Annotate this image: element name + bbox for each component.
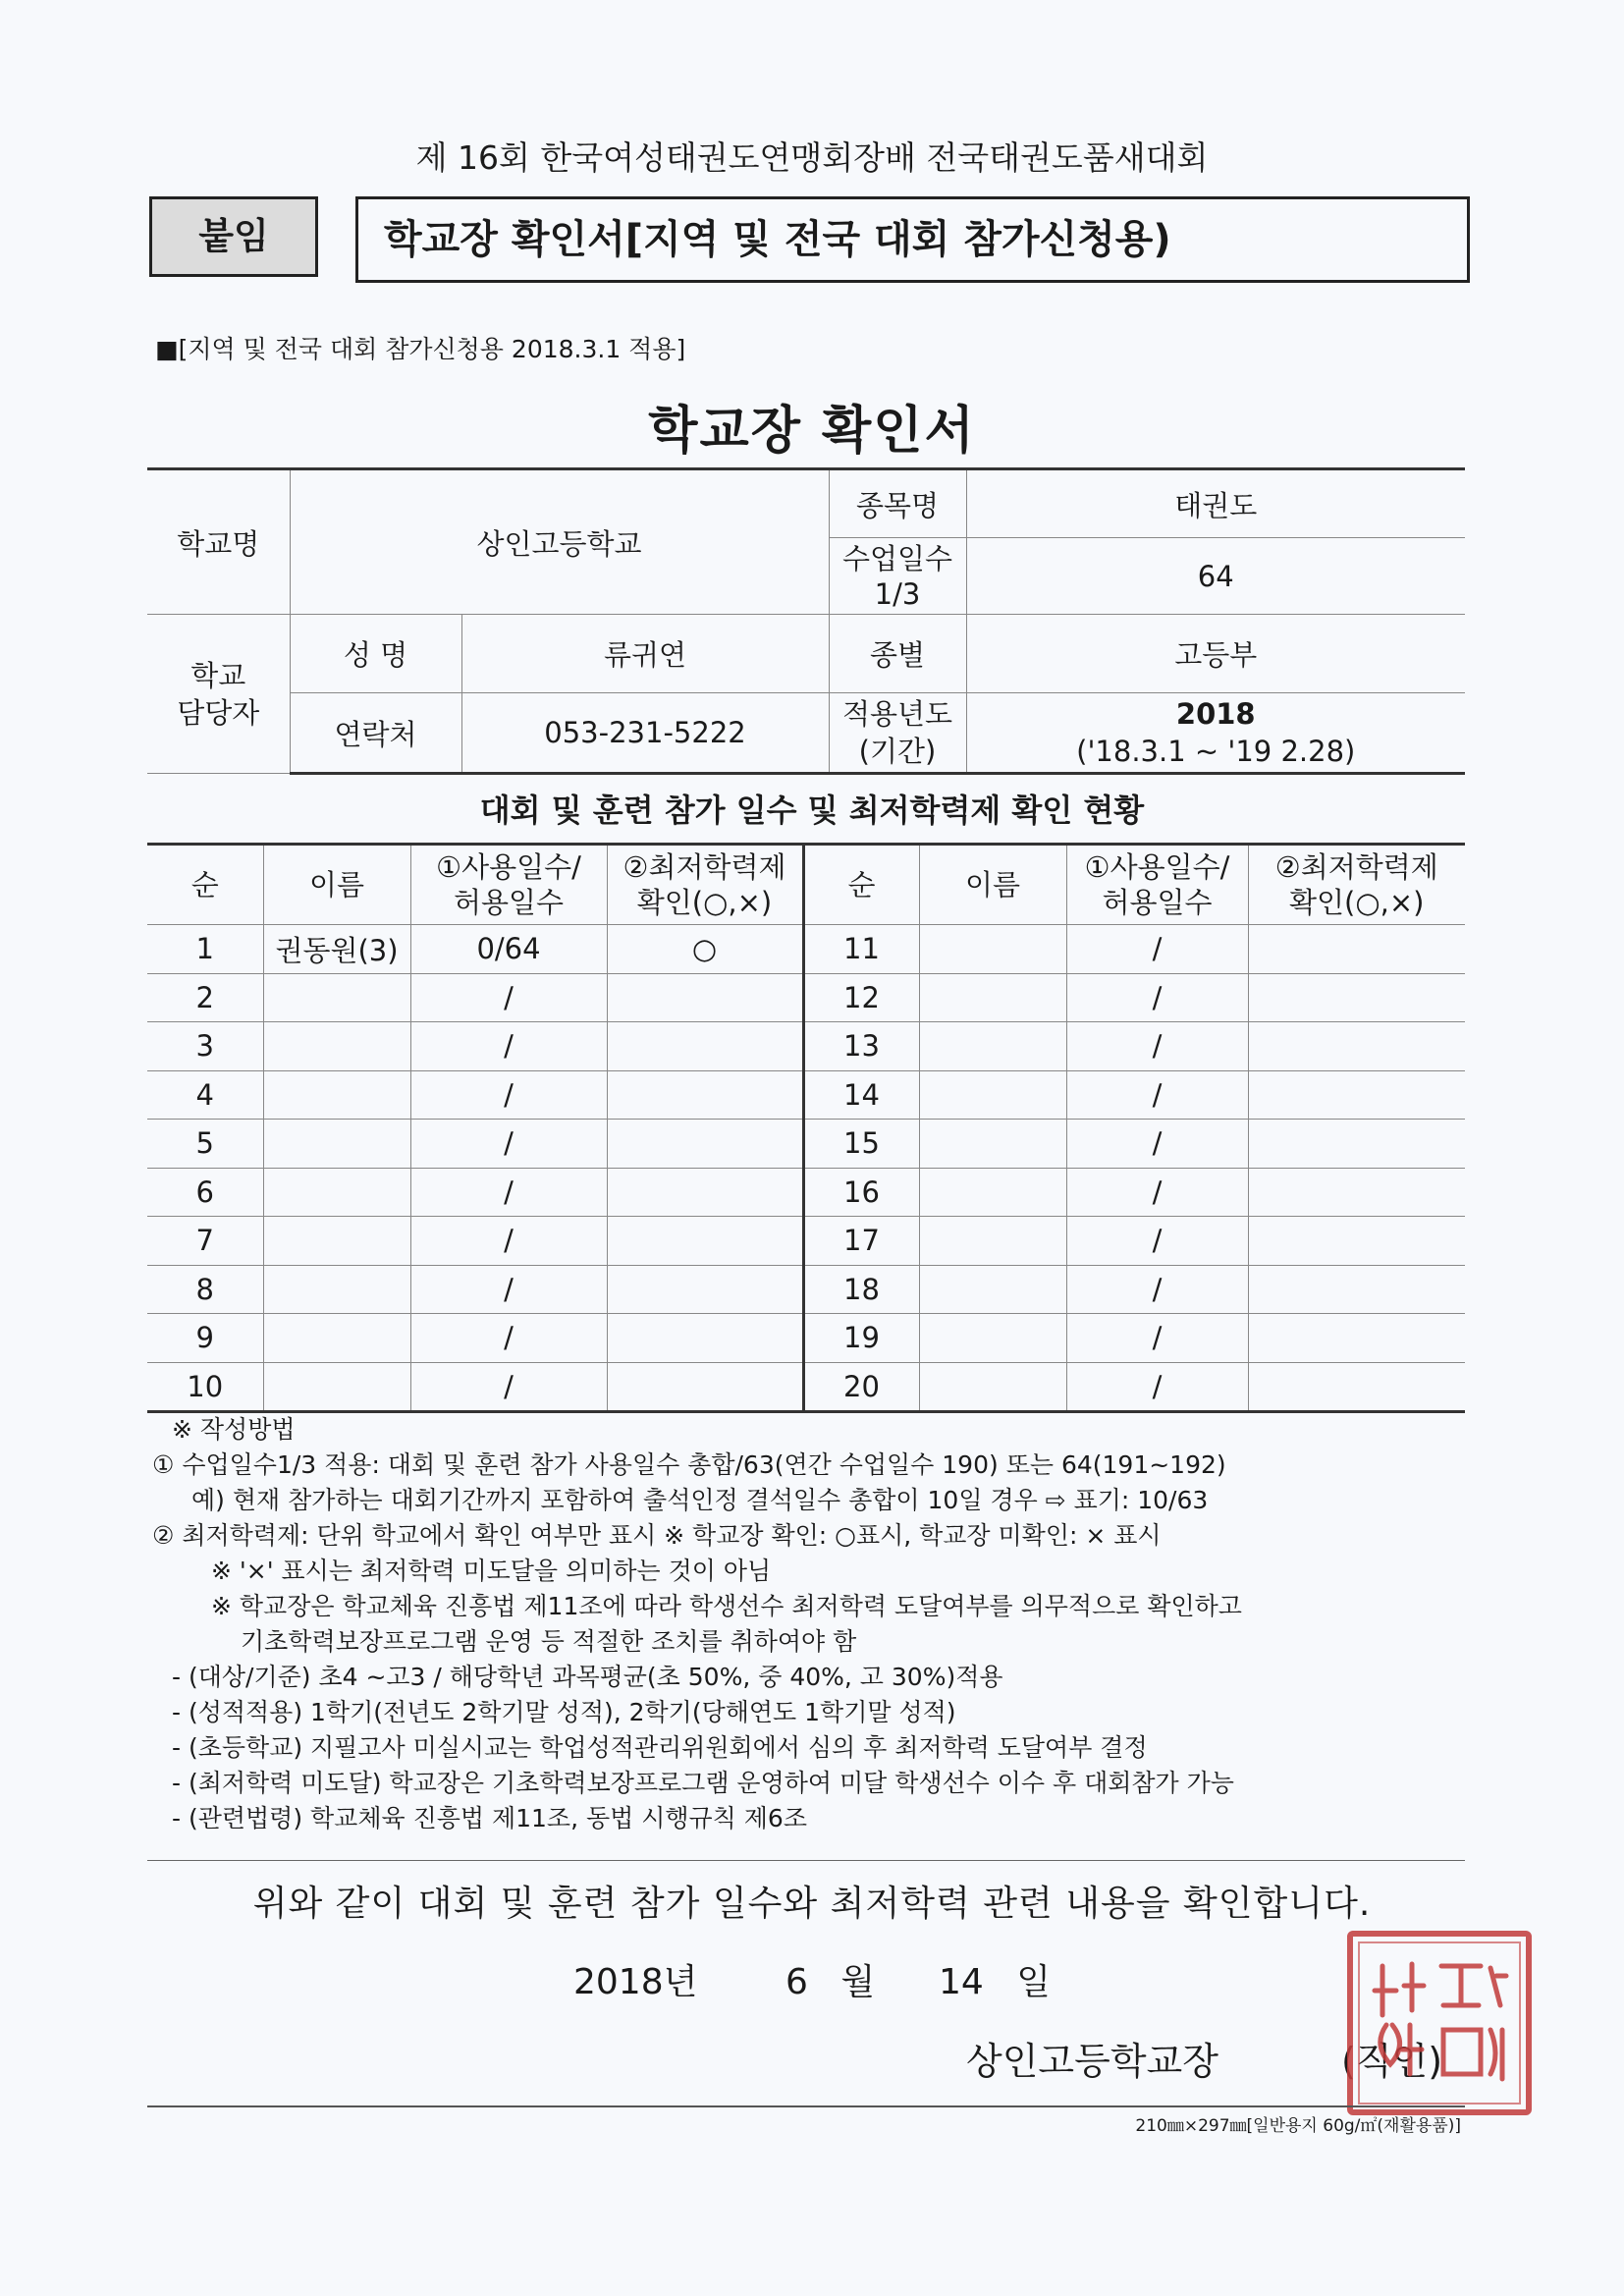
row-number-cell: 8 <box>147 1265 263 1314</box>
note-dash-2: - (성적적용) 1학기(전년도 2학기말 성적), 2학기(당해연도 1학기말 성적) <box>172 1698 956 1726</box>
check-cell <box>1248 1265 1465 1314</box>
notes <box>152 1412 1478 1836</box>
staff-label-line1: 학교 <box>190 658 246 692</box>
days-cell: 0/64 <box>410 925 607 974</box>
note-dash-4: - (최저학력 미도달) 학교장은 기초학력보장프로그램 운영하여 미달 학생선수 이수 후 대회참가 가능 <box>172 1769 1234 1797</box>
check-cell <box>1248 973 1465 1022</box>
table-row <box>147 1217 1465 1266</box>
table-row <box>147 1314 1465 1363</box>
check-cell <box>607 1265 803 1314</box>
row-number-cell: 11 <box>803 925 919 974</box>
note-2-sub2-cont: 기초학력보장프로그램 운영 등 적절한 조치를 취하여야 함 <box>241 1627 857 1656</box>
name-cell <box>263 973 410 1022</box>
col-header-days-right <box>1066 845 1248 925</box>
note-1: ① 수업일수1/3 적용: 대회 및 훈련 참가 사용일수 총합/63(연간 수업일수 190) 또는 64(191~192) <box>152 1450 1226 1479</box>
days-cell: / <box>1066 1168 1248 1217</box>
table-row <box>147 1120 1465 1169</box>
year-label <box>829 693 966 774</box>
check-cell <box>1248 1120 1465 1169</box>
seal-label: (직인) <box>1341 2040 1443 2083</box>
col-header-check-line2: 확인(○,×) <box>636 886 773 919</box>
roster-body <box>147 925 1465 1412</box>
col-header-check-line1: ②최저학력제 <box>623 850 786 884</box>
check-cell <box>1248 1314 1465 1363</box>
name-cell <box>919 1120 1066 1169</box>
event-label: 종목명 <box>829 469 966 538</box>
days-cell: / <box>410 973 607 1022</box>
check-cell <box>1248 1168 1465 1217</box>
check-cell <box>1248 925 1465 974</box>
seal-graphic <box>1353 1937 1526 2109</box>
name-cell <box>919 1217 1066 1266</box>
notes-heading: ※ 작성방법 <box>172 1415 296 1444</box>
paper-spec-note: 210㎜×297㎜[일반용지 60g/㎡(재활용품)] <box>1135 2116 1461 2136</box>
name-cell <box>919 1168 1066 1217</box>
check-cell <box>1248 1070 1465 1120</box>
row-number-cell: 6 <box>147 1168 263 1217</box>
days-cell: / <box>410 1265 607 1314</box>
row-number-cell: 9 <box>147 1314 263 1363</box>
days-cell: / <box>1066 925 1248 974</box>
year-label-line2: (기간) <box>858 735 937 768</box>
note-2: ② 최저학력제: 단위 학교에서 확인 여부만 표시 ※ 학교장 확인: ○표시, 학교장 미확인: × 표시 <box>152 1521 1162 1550</box>
row-number-cell: 1 <box>147 925 263 974</box>
date-month: 6 <box>785 1962 808 2002</box>
name-cell <box>263 1217 410 1266</box>
col-header-num-right: 순 <box>803 845 919 925</box>
year-label-line1: 적용년도 <box>841 697 953 731</box>
col-header-num-left: 순 <box>147 845 263 925</box>
category-value: 고등부 <box>966 615 1465 693</box>
year-value-main: 2018 <box>1175 697 1256 731</box>
table-row <box>147 1362 1465 1412</box>
name-cell <box>919 1022 1066 1071</box>
contact-value: 053-231-5222 <box>461 693 829 774</box>
year-value-period: ('18.3.1 ~ '19 2.28) <box>1076 735 1356 768</box>
class-days-label <box>829 538 966 615</box>
check-cell <box>1248 1217 1465 1266</box>
note-dash-3: - (초등학교) 지필고사 미실시교는 학업성적관리위원회에서 심의 후 최저학력 도달여부 결정 <box>172 1733 1148 1762</box>
name-cell <box>263 1070 410 1120</box>
check-cell: ○ <box>607 925 803 974</box>
table-row <box>147 1070 1465 1120</box>
school-name-label: 학교명 <box>147 469 290 615</box>
col-header-days-line1: ①사용일수/ <box>1084 850 1230 884</box>
check-cell <box>607 1168 803 1217</box>
name-cell: 권동원(3) <box>263 925 410 974</box>
row-number-cell: 7 <box>147 1217 263 1266</box>
row-number-cell: 19 <box>803 1314 919 1363</box>
year-value <box>966 693 1465 774</box>
check-cell <box>1248 1362 1465 1412</box>
name-cell <box>919 1314 1066 1363</box>
name-cell <box>263 1022 410 1071</box>
table-row <box>147 973 1465 1022</box>
days-cell: / <box>410 1070 607 1120</box>
days-cell: / <box>1066 1120 1248 1169</box>
official-seal-stamp <box>1347 1931 1532 2115</box>
date-month-unit: 월 <box>840 1962 876 2002</box>
name-cell <box>263 1314 410 1363</box>
row-number-cell: 18 <box>803 1265 919 1314</box>
check-cell <box>607 973 803 1022</box>
note-2-sub2: ※ 학교장은 학교체육 진흥법 제11조에 따라 학생선수 최저학력 도달여부를 의무적으로 확인하고 <box>211 1592 1242 1620</box>
row-number-cell: 2 <box>147 973 263 1022</box>
note-dash-1: - (대상/기준) 초4 ~고3 / 해당학년 과목평균(초 50%, 중 40%, 고 30%)적용 <box>172 1663 1003 1691</box>
col-header-days-left <box>410 845 607 925</box>
check-cell <box>607 1070 803 1120</box>
name-cell <box>919 1362 1066 1412</box>
row-number-cell: 20 <box>803 1362 919 1412</box>
table-row <box>147 1265 1465 1314</box>
name-cell <box>919 973 1066 1022</box>
days-cell: / <box>410 1362 607 1412</box>
date-year: 2018년 <box>573 1962 698 2002</box>
document-title: 학교장 확인서 <box>648 402 976 461</box>
staff-name-label: 성 명 <box>290 615 461 693</box>
roster-section-title: 대회 및 훈련 참가 일수 및 최저학력제 확인 현황 <box>479 792 1145 829</box>
staff-label-line2: 담당자 <box>177 695 260 730</box>
table-row <box>147 1168 1465 1217</box>
event-title: 제 16회 한국여성태권도연맹회장배 전국태권도품새대회 <box>415 138 1209 177</box>
school-info-table <box>147 467 1465 775</box>
applies-note: ■[지역 및 전국 대회 참가신청용 2018.3.1 적용] <box>155 335 686 363</box>
name-cell <box>919 925 1066 974</box>
col-header-name-left: 이름 <box>263 845 410 925</box>
contact-label: 연락처 <box>290 693 461 774</box>
row-number-cell: 16 <box>803 1168 919 1217</box>
attachment-tag: 붙임 <box>149 196 318 277</box>
date-line <box>573 1954 697 2004</box>
class-days-label-line1: 수업일수 <box>841 541 953 575</box>
class-days-value: 64 <box>966 538 1465 615</box>
col-header-check-right <box>1248 845 1465 925</box>
col-header-days-line2: 허용일수 <box>1102 886 1213 919</box>
date-day: 14 <box>939 1962 984 2002</box>
days-cell: / <box>1066 973 1248 1022</box>
date-day-unit: 일 <box>1016 1962 1052 2002</box>
name-cell <box>263 1362 410 1412</box>
days-cell: / <box>1066 1217 1248 1266</box>
signer-name: 상인고등학교장 <box>966 2040 1218 2083</box>
days-cell: / <box>1066 1070 1248 1120</box>
row-number-cell: 10 <box>147 1362 263 1412</box>
col-header-days-line2: 허용일수 <box>453 886 565 919</box>
row-number-cell: 5 <box>147 1120 263 1169</box>
roster-table <box>147 843 1465 1413</box>
date-month-group <box>785 1954 875 2004</box>
header-title-box: 학교장 확인서[지역 및 전국 대회 참가신청용) <box>355 196 1470 283</box>
divider <box>147 1860 1465 1861</box>
row-number-cell: 13 <box>803 1022 919 1071</box>
row-number-cell: 3 <box>147 1022 263 1071</box>
check-cell <box>1248 1022 1465 1071</box>
days-cell: / <box>410 1168 607 1217</box>
category-label: 종별 <box>829 615 966 693</box>
days-cell: / <box>1066 1362 1248 1412</box>
date-day-group <box>939 1954 1051 2004</box>
days-cell: / <box>410 1314 607 1363</box>
row-number-cell: 14 <box>803 1070 919 1120</box>
days-cell: / <box>1066 1314 1248 1363</box>
table-row <box>147 925 1465 974</box>
days-cell: / <box>410 1217 607 1266</box>
check-cell <box>607 1120 803 1169</box>
table-row <box>147 1022 1465 1071</box>
class-days-label-line2: 1/3 <box>874 576 921 611</box>
col-header-check-line1: ②최저학력제 <box>1274 850 1438 884</box>
days-cell: / <box>410 1022 607 1071</box>
staff-name-value: 류귀연 <box>461 615 829 693</box>
check-cell <box>607 1217 803 1266</box>
check-cell <box>607 1362 803 1412</box>
col-header-days-line1: ①사용일수/ <box>436 850 581 884</box>
check-cell <box>607 1022 803 1071</box>
col-header-check-line2: 확인(○,×) <box>1289 886 1425 919</box>
event-value: 태권도 <box>966 469 1465 538</box>
col-header-check-left <box>607 845 803 925</box>
name-cell <box>263 1168 410 1217</box>
check-cell <box>607 1314 803 1363</box>
days-cell: / <box>1066 1022 1248 1071</box>
row-number-cell: 17 <box>803 1217 919 1266</box>
days-cell: / <box>410 1120 607 1169</box>
note-dash-5: - (관련법령) 학교체육 진흥법 제11조, 동법 시행규칙 제6조 <box>172 1804 807 1832</box>
footer-divider <box>147 2105 1465 2107</box>
confirmation-statement: 위와 같이 대회 및 훈련 참가 일수와 최저학력 관련 내용을 확인합니다. <box>252 1884 1372 1924</box>
note-2-sub1: ※ '×' 표시는 최저학력 미도달을 의미하는 것이 아님 <box>211 1557 772 1585</box>
name-cell <box>919 1265 1066 1314</box>
name-cell <box>263 1120 410 1169</box>
note-1-example: 예) 현재 참가하는 대회기간까지 포함하여 출석인정 결석일수 총합이 10일 경우 ⇨ 표기: 10/63 <box>191 1486 1209 1514</box>
name-cell <box>263 1265 410 1314</box>
row-number-cell: 15 <box>803 1120 919 1169</box>
name-cell <box>919 1070 1066 1120</box>
school-name-value: 상인고등학교 <box>290 469 829 615</box>
row-number-cell: 4 <box>147 1070 263 1120</box>
staff-label <box>147 615 290 774</box>
col-header-name-right: 이름 <box>919 845 1066 925</box>
days-cell: / <box>1066 1265 1248 1314</box>
row-number-cell: 12 <box>803 973 919 1022</box>
